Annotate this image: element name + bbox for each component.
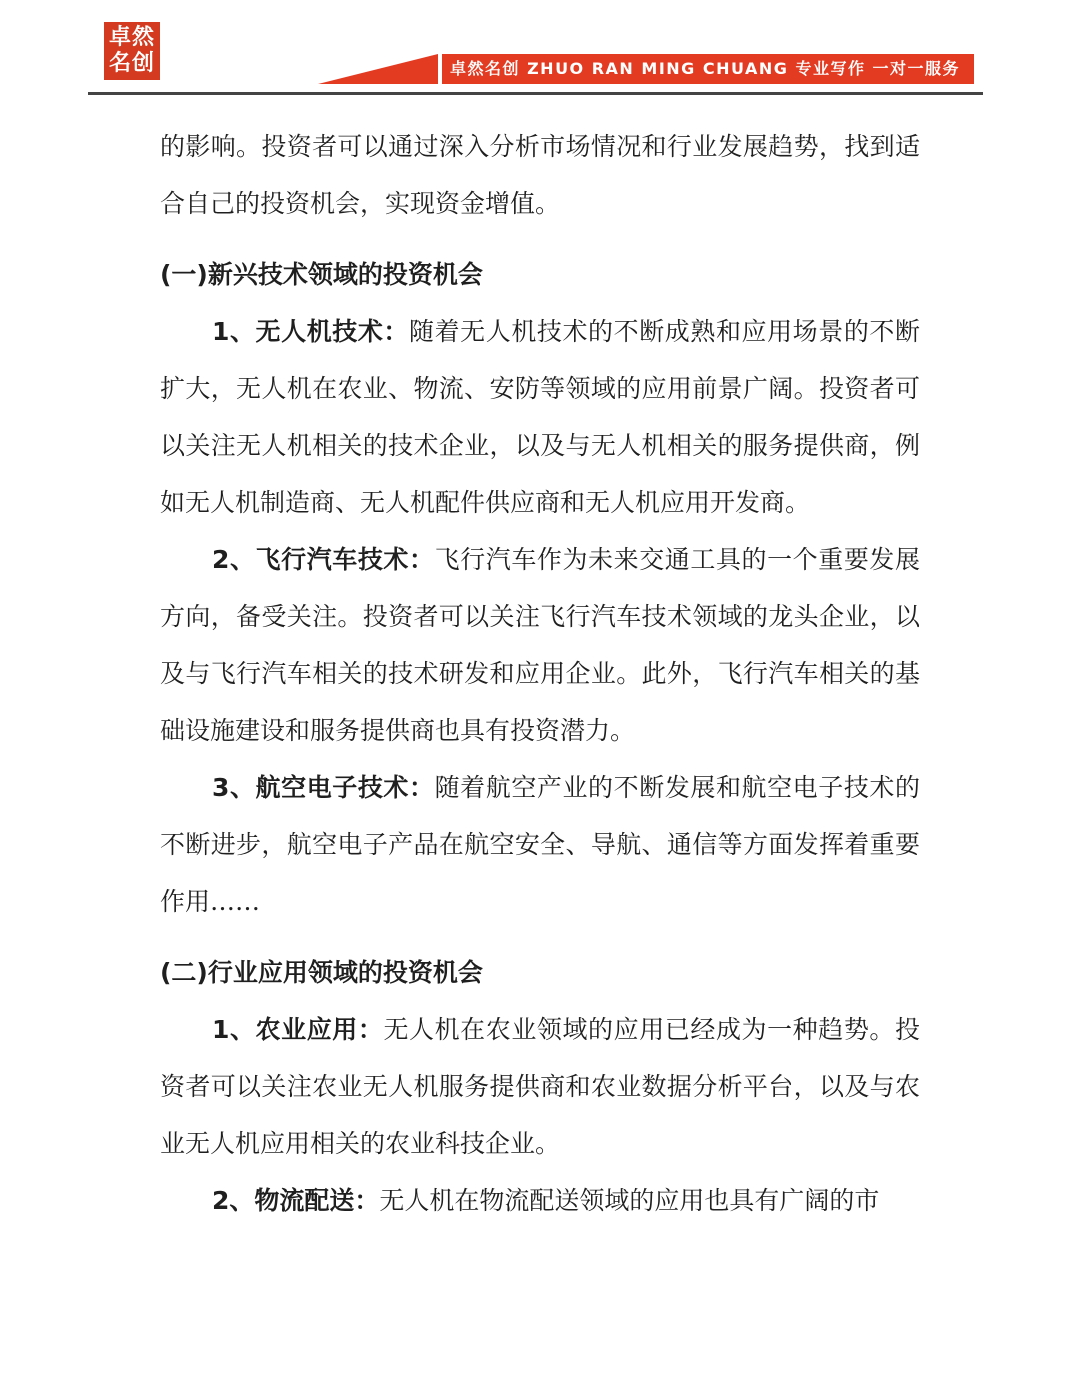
- text-drone-tech: 随着无人机技术的不断成熟和应用场景的不断扩大，无人机在农业、物流、安防等领域的应用前景广阔。投资者可以关注无人机相关的技术企业，以及与无人机相关的服务提供商，例如无人机制造商、无人机配件供应商和无人机应用开发商。: [160, 317, 920, 517]
- text-agriculture: 无人机在农业领域的应用已经成为一种趋势。投资者可以关注农业无人机服务提供商和农业数据分析平台，以及与农业无人机应用相关的农业科技企业。: [160, 1015, 920, 1158]
- page-header: [0, 0, 1080, 100]
- text-avionics: 随着航空产业的不断发展和航空电子技术的不断进步，航空电子产品在航空安全、导航、通信等方面发挥着重要作用……: [160, 773, 920, 916]
- paragraph-logistics: [160, 1172, 920, 1229]
- paragraph-agriculture: [160, 1001, 920, 1172]
- term-flying-car: 2、飞行汽车技术：: [212, 545, 435, 574]
- text-flying-car: 飞行汽车作为未来交通工具的一个重要发展方向，备受关注。投资者可以关注飞行汽车技术领域的龙头企业，以及与飞行汽车相关的技术研发和应用企业。此外，飞行汽车相关的基础设施建设和服务提供商也具有投资潜力。: [160, 545, 920, 745]
- section-heading-2: (二)行业应用领域的投资机会: [160, 958, 483, 987]
- term-logistics: 2、物流配送：: [212, 1186, 380, 1215]
- brand-logo: [104, 22, 160, 80]
- paragraph-drone-tech: [160, 303, 920, 531]
- logo-text-line1: 卓然: [108, 25, 155, 50]
- paragraph-intro: 的影响。投资者可以通过深入分析市场情况和行业发展趋势，找到适合自己的投资机会，实现资金增值。: [160, 132, 920, 218]
- section-heading-1: (一)新兴技术领域的投资机会: [160, 260, 483, 289]
- document-body: [160, 118, 920, 1229]
- paragraph-flying-car: [160, 531, 920, 759]
- term-avionics: 3、航空电子技术：: [212, 773, 435, 802]
- logo-text-line2: 名创: [108, 51, 155, 76]
- header-divider: [88, 92, 983, 95]
- term-drone-tech: 1、无人机技术：: [212, 317, 410, 346]
- text-logistics: 无人机在物流配送领域的应用也具有广阔的市: [379, 1186, 880, 1215]
- banner-wedge-decoration: [318, 54, 438, 84]
- paragraph-avionics: [160, 759, 920, 930]
- banner-text: 卓然名创 ZHUO RAN MING CHUANG 专业写作 一对一服务: [450, 59, 961, 78]
- term-agriculture: 1、农业应用：: [212, 1015, 384, 1044]
